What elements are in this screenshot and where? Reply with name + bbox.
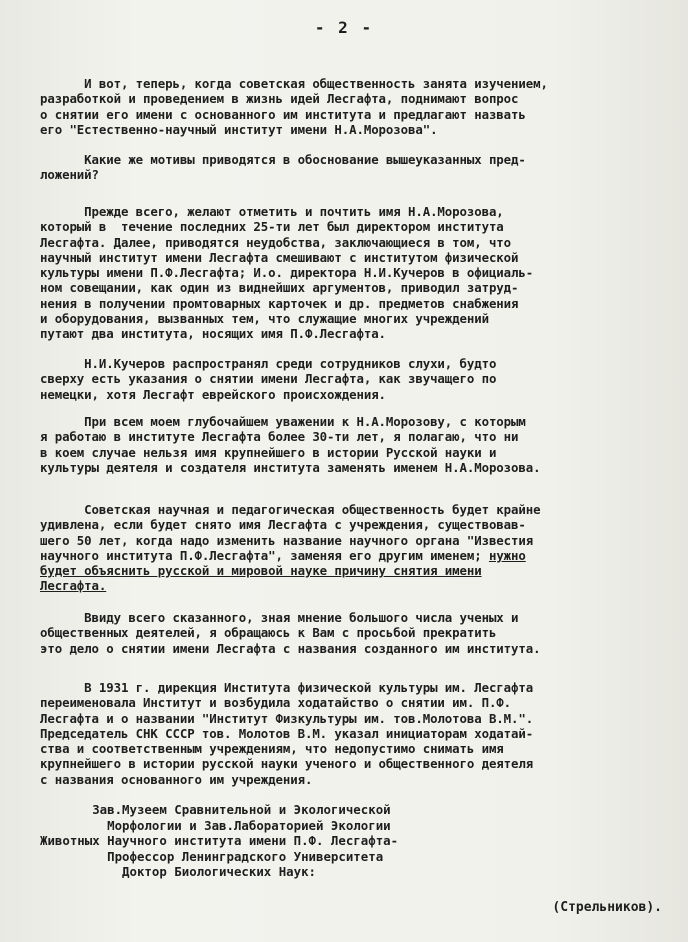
paragraph-3-text: Прежде всего, желают отметить и почтить имя Н.А.Морозова, который в течение последних 25-ти лет был директором института Лесгафта. Далее, приводятся неудобства, заключающиеся в том, что научный институт имени Лесгафта смешивают с институтом физической культуры имени П.Ф.Лесгафта; И.о. директора Н.И.Кучеров в официаль- ном совещании, как один из виднейших аргументов, приводил затруд- нения в получении промтоварных карточек и др. предметов снабжения и оборудования, вызванных тем, что служащие многих учреждений путают два института, носящих имя П.Ф.Лесгафта.	[40, 204, 534, 342]
signature-block	[40, 802, 670, 880]
paragraph-6	[40, 502, 670, 594]
page-number: - 2 -	[314, 18, 374, 37]
paragraph-6-text: Советская научная и педагогическая общественность будет крайне удивлена, если будет снято имя Лесгафта с учреждения, существовав- шего 50 лет, когда надо изменить название научного органа "Известия научного института П.Ф.Лесгафта", заменяя его другим именем;	[40, 502, 541, 563]
paragraph-2	[40, 152, 670, 183]
paragraph-4-text: Н.И.Кучеров распространял среди сотрудников слухи, будто сверху есть указания о снятии имени Лесгафта, как звучащего по немецки, хотя Лесгафт еврейского происхождения.	[40, 356, 497, 402]
paragraph-1-text: И вот, теперь, когда советская общественность занята изучением, разработкой и проведением в жизнь идей Лесгафта, поднимают вопрос о снятии его имени с основанного им института и предлагают назвать его "Естественно-научный институт имени Н.А.Морозова".	[40, 76, 548, 137]
paragraph-4	[40, 356, 670, 402]
paragraph-8	[40, 680, 670, 787]
signature-title: Зав.Музеем Сравнительной и Экологической Морфологии и Зав.Лабораторией Экологии Животных Научного института имени П.Ф. Лесгафта- Профессор Ленинградского Университета Доктор Биологических Наук:	[40, 802, 399, 879]
paragraph-7	[40, 610, 670, 656]
paragraph-5	[40, 414, 670, 475]
paragraph-1	[40, 76, 670, 137]
signature-name: (Стрельников).	[552, 900, 662, 915]
paragraph-8-text: В 1931 г. дирекция Института физической культуры им. Лесгафта переименовала Институт и возбудила ходатайство о снятии им. П.Ф. Лесгафта и о названии "Институт Физкультуры им. тов.Молотова В.М.". Председатель СНК СССР тов. Молотов В.М. указал инициаторам ходатай- ства и соответственным учреждениям, что недопустимо снимать имя крупнейшего в истории русской науки ученого и общественного деятеля с названия основанного им учреждения.	[40, 680, 534, 787]
paragraph-6-underlined-text: нужно будет объяснить русской и мировой науке причину снятия имени Лесгафта.	[40, 547, 526, 594]
paragraph-2-text: Какие же мотивы приводятся в обоснование вышеуказанных пред- ложений?	[40, 152, 526, 183]
paragraph-3	[40, 204, 670, 342]
paragraph-5-text: При всем моем глубочайшем уважении к Н.А.Морозову, с которым я работаю в институте Лесгафта более 30-ти лет, я полагаю, что ни в коем случае нельзя имя крупнейшего в истории Русской науки и культуры деятеля и создателя института заменять именем Н.А.Морозова.	[40, 414, 541, 475]
paragraph-7-text: Ввиду всего сказанного, зная мнение большого числа ученых и общественных деятелей, я обращаюсь к Вам с просьбой прекратить это дело о снятии имени Лесгафта с названия созданного им института.	[40, 610, 541, 656]
